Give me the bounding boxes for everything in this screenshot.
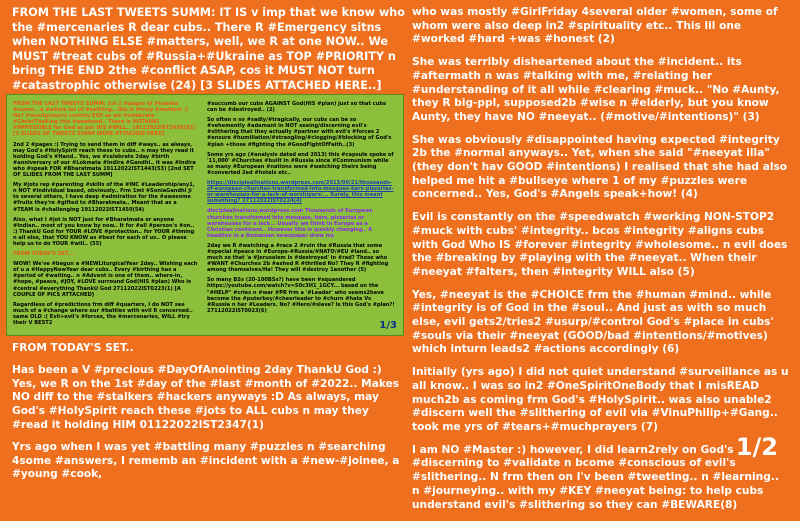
inner-paragraph: Regardless of #predictions frm diff #quarters, I do NOT see much of a #change where our #battles with evil R concerned.. same OLD :( Evil+evil's #forces, the #mercenaries, WILL #try their V BEST2 [13, 301, 193, 326]
inner-paragraph: 2nd 2 #pages :) Trying to send them in diff #ways.. as always, may God's #HolySpirit reach these to cubs.. n may they read it holding God's #Hand.. Yes, we #celebrate 2day #birth #anniversary of our #Lokmata #Indira #Gandhi.. it was #Indira who #speak FOR #Bharatmata 19112022IST1443(53) [2nd SET OF SLIDES FROM THE LAST SUMM] [13, 141, 196, 179]
inner-paragraph: So often n so #sadly/#tragically, our cubs can be so #vehemently #adamant in NOT seeing/discerning evil's #slithering that they actually #partner with evil's #forces 2 #ensure #humiliation/#strangling/#clogging/#blocking of God's #plan +those #fighting the #GoodFightOfFaith..(3) [207, 117, 392, 148]
inner-slide-column-right [207, 101, 395, 318]
paragraph: She was obviously #disappointed having expected #integrity 2b the #normal anyways.. Yet, when she said "#neeyat illa" (they don't hav GOOD #intentions) I realised that she had also helped me hit a #bullseye where 1 of my #puzzles were concerned.. Yes, God's #Angels speak+how! (4) [412, 133, 788, 201]
summary-heading-text: FROM THE LAST TWEETS SUMM: IT IS v imp that we know who the #mercenaries R dear cubs.. There R #Emergency sitns when NOTHING ELSE #matters, well, we R at one NOW.. We MUST #treat cubs of #Russia+#Ukraine as TOP #PRIORITY n bring THE END 2the #conflict ASAP, cos it MUST NOT turn #catastrophic otherwise (24) [3 SLIDES ATTACHED HERE..] [12, 6, 405, 92]
inner-page-number: 1/3 [379, 320, 397, 331]
paragraph: who was mostly #GirlFriday 4several older #women, some of whom were also deep in2 #spirituality etc.. This lil one #worked #hard +was #honest (2) [412, 6, 778, 46]
paragraph: Initially (yrs ago) I did not quiet understand #surveillance as u all know.. I was so in2 #OneSpiritOneBody that I misREAD much2b as coming frm God's #HolySpirit.. was also unable2 #discern well the #slithering of evil via #VinuPhilip+#Gang.. took me yrs of #tears+#muchprayers (7) [412, 366, 789, 433]
page-number: 1/2 [735, 433, 778, 461]
paragraph: I am NO #Master :) however, I did learn2rely on God's #discerning to #validate n bcome #conscious of evil's #slithering.. N frm then on I'v been #tweeting.. n #learning.. n #journeying.. with my #KEY #neeyat being: to help cubs understand evil's #slithering so they can #BEWARE(8) [412, 443, 779, 511]
todays-set-section [12, 342, 408, 490]
inner-paragraph: Also, what I #jot is NOT just for #Bharatmata or anyone #Indian.. most of you know by now.. It for #all #person's #on.. :) ThankU God for YOUR #LOVE #protection.. for YOUR #timing n all else, that YOU KNOW as #best for each of us.. O please help us to do YOUR #will.. (55) [13, 216, 195, 247]
inner-heading: FROM TODAY'S SET... [13, 251, 74, 258]
inner-paragraph: My #jots rep #parenting #skills of the #INC #Leadership/any1, n NOT #individual based, obviously.. Frm 1mt #SoniaGandhi ji to several others, I have deep #admiration for the #awesome #fruits they're #gifted to #Bharatmata.. Meant that as a #TEAM is #challenging 19112022IST1450(54) [13, 182, 195, 213]
inner-paragraph: FROM THE LAST TWEETS SUMM: 1st 2 #pages of #tweets #summ.. a #whole lot of #settling.. like it #truly #matters :) Ha? #muchprayers continu ESP as we #celebrate #ChristTheKing this #weekend.. There is NOTHING #IMPOSSIBLE for God as per HIS #WILL.. 19112022IST1436(52) [3 SLIDES OF TWEETS SUMM WERE ATTACHED HERE] [13, 101, 196, 138]
inner-paragraph: So many BSs (20-100BSs?) have been #squandered https://youtube.com/watch?v=S0c3H1_1GCY... based on the "#HELP" #cries n #war #PR frm a '#Leader' who seems2have become the #puterboy/#cheerleader to #churn #hate Vs #Russia n her #Leaders. No? #Hero/#slave? Is this God's #plan?! 27112022IST0023(6) [207, 277, 395, 314]
inner-link-preview[interactable]: discipleallnations.wordpress.com Thousands of European churches transformed into mosques, bars, pizzerias or warehouses for a lack... Usually we think in Europe as a Christian continent.. However this is quickly changing.. A headline in a Romanian newspaper drew my [207, 208, 373, 239]
inner-link[interactable]: https://discipleallnations.wordpress.com/2013/09/21/thousands-of-european-churches-transformed-into-mosques-bars-pizzerias-or-warehouses-for-a-lack-of-worshipers/... Surely, this meant something? 27112022IST0224(4) [207, 180, 394, 205]
attached-slide-image [6, 94, 404, 336]
paragraph: Yrs ago when I was yet #battling many #puzzles n #searching 4some #answers, I rememb an #incident with a #new-#joinee, a #young #cook, [12, 440, 400, 481]
inner-slide-column-left [13, 101, 198, 330]
inner-paragraph: #succumb our cubs AGAINST God(HIS #plan) just so that cubs can be #destroyed.. (2) [207, 101, 386, 114]
paragraph: She was terribly disheartened about the #incident.. its #aftermath n was #talking with me, #relating her #understanding of it all while #clearing #muck.. "No #Aunty, they R big-ppl, supposed2b #wise n #elderly, but you know Aunty, they have NO #neeyat.. (#motive/#intentions)" (3) [412, 56, 780, 123]
section-heading: FROM TODAY'S SET.. [12, 342, 134, 354]
paragraph: Evil is constantly on the #speedwatch #working NON-STOP2 #muck with cubs' #integrity.. bcos #integrity #aligns cubs with God Who IS #forever #integrity #wholesome.. n evil does the #breaking by #playing with the #neeyat.. When their #neeyat #falters, then #integrity WILL also (5) [412, 211, 788, 278]
inner-paragraph: WOW! We've #begun a #NEWLiturgicalYear 2day.. Wishing each of u a #HappyNewYear dear cubs.. Every #birthing has a #period of #waiting.. n #Advent is one of them.. where-in, #hope, #peace, #JOY, #LOVE surround God(HIS #plan) Who is #central #everything ThankU God 27112022IST0223(1) [A COUPLE OF PICS ATTACHED] [13, 261, 198, 298]
paragraph: Yes, #neeyat is the #CHOICE frm the #human #mind.. while #integrity is of God in the #soul.. And just as with so much else, evil gets2/tries2 #usurp/#control God's #place in cubs' #souls via their #neeyat (GOOD/bad #intentions/#motives) which inturn leads2 #actions accordingly (6) [412, 288, 774, 356]
inner-paragraph: Some yrs ago (#analysis dated end 2013) this #capsule spoke of '11,000' #Churches #built in #Russia since #Communism while so many #European #nations were #watching theirs being #converted 2ed #hotels etc.. [207, 151, 394, 176]
right-column-text [412, 6, 790, 521]
paragraph: Has been a V #precious #DayOfAnointing 2day ThankU God :) Yes, we R on the 1st #day of the #last #month of #2022.. Makes NO diff to the #stalkers #hackers anyways :D As always, may God's #HolySpirit reach these #jots to ALL cubs n may they #read it holding HIM 01122022IST2347(1) [12, 363, 400, 431]
inner-paragraph: 2day we R #watching a #race 2 #ruin the #Russia that some #special #peace in #Europe-#Russia/#NATO/#EU #land.. so much so that 'a #Jerusalem is #destroyed' in #rad? Those who #WANT #Churches 2b #ashed R #thrilled No? They R #fighting among themselves/Ha! They will #destroy 1another (5) [207, 242, 389, 274]
